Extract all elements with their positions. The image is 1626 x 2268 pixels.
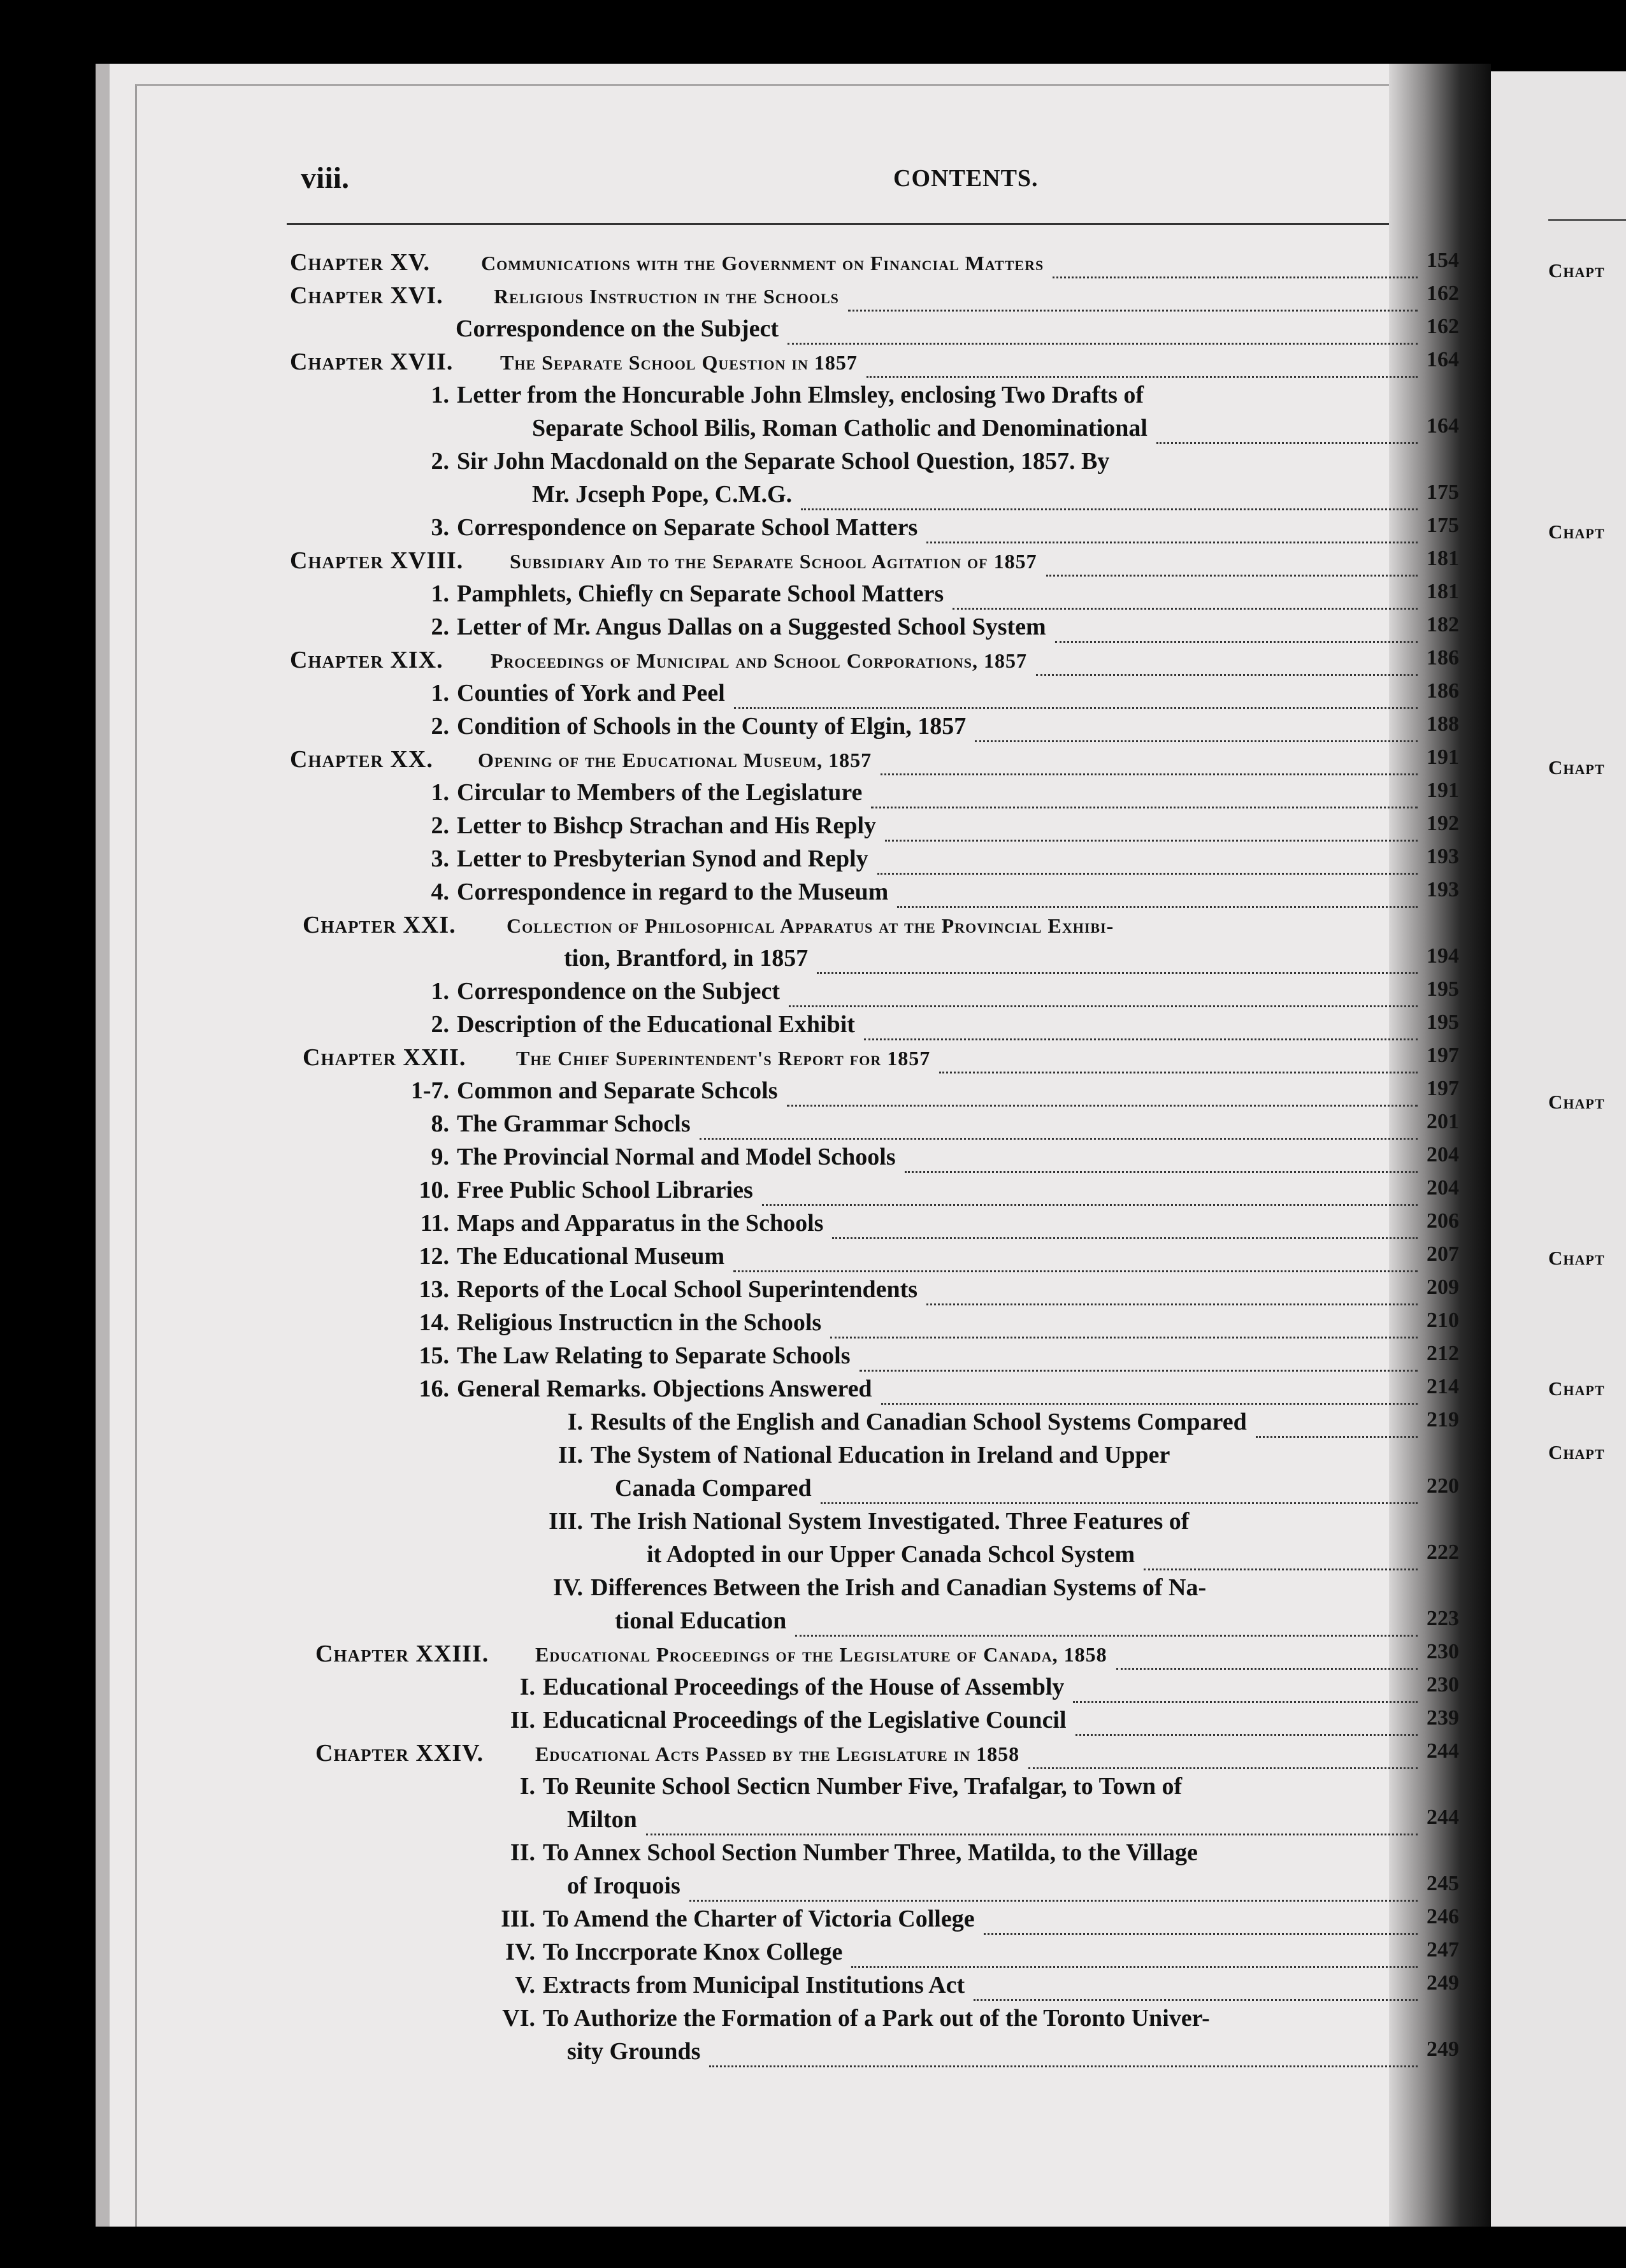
page-number: 244 <box>1427 1805 1459 1829</box>
chapter-number: Chapter XXIII. <box>315 1640 489 1667</box>
entry-number: 3. <box>431 845 449 872</box>
page-number: 212 <box>1427 1342 1459 1365</box>
page-number: 239 <box>1427 1706 1459 1730</box>
dot-leader <box>734 679 1418 709</box>
toc-entry-row <box>290 1706 1459 1739</box>
entry-title: Letter of Mr. Angus Dallas on a Suggested School System <box>457 614 1046 640</box>
toc-entry-row <box>290 2004 1459 2037</box>
page-number: 230 <box>1427 1673 1459 1697</box>
chapter-number: Chapter XXIV. <box>315 1740 484 1767</box>
chapter-number: Chapter XVI. <box>290 282 443 309</box>
chapter-title: Collection of Philosophical Apparatus at the Provincial Exhibi- <box>507 914 1114 937</box>
dot-leader <box>817 944 1418 974</box>
entry-title: To Inccrporate Knox College <box>543 1939 843 1965</box>
toc-entry-row <box>290 1673 1459 1706</box>
page-number: 191 <box>1427 779 1459 802</box>
page-title: CONTENTS. <box>893 165 1039 192</box>
entry-title: it Adopted in our Upper Canada Schcol System <box>647 1541 1135 1568</box>
dot-leader <box>689 1872 1418 1902</box>
toc-entry-row <box>290 1209 1459 1242</box>
toc-chapter-row <box>290 911 1459 944</box>
entry-number: 1. <box>431 680 449 707</box>
entry-title: Milton <box>567 1806 637 1833</box>
facing-page-rule <box>1548 219 1626 221</box>
page-number: 206 <box>1427 1209 1459 1233</box>
entry-title: Canada Compared <box>615 1475 812 1502</box>
toc-entry-row <box>290 712 1459 745</box>
toc-entry-row <box>290 1839 1459 1872</box>
dot-leader <box>974 1971 1418 2001</box>
entry-title: Religious Instructicn in the Schools <box>457 1309 822 1336</box>
entry-title: The Law Relating to Separate Schools <box>457 1342 851 1369</box>
entry-title: sity Grounds <box>567 2038 701 2065</box>
entry-number: 11. <box>420 1210 449 1237</box>
entry-number: IV. <box>553 1574 583 1601</box>
entry-title: Correspondence on the Subject <box>457 978 781 1005</box>
entry-number: 2. <box>431 614 449 640</box>
page-number: 245 <box>1427 1872 1459 1895</box>
page-folio: viii. <box>301 161 350 195</box>
facing-page-label: Chapt <box>1548 1441 1605 1463</box>
chapter-title: Communications with the Government on Financial Matters <box>481 252 1044 275</box>
entry-number: 1. <box>431 382 449 408</box>
page-number: 247 <box>1427 1938 1459 1962</box>
facing-page-label: Chapt <box>1548 756 1605 779</box>
chapter-title: The Chief Superintendent's Report for 1857 <box>516 1047 931 1070</box>
dot-leader <box>871 779 1418 808</box>
entry-title: Correspondence in regard to the Museum <box>457 879 889 905</box>
entry-title: The System of National Education in Ireland and Upper <box>591 1442 1170 1468</box>
entry-number: 4. <box>431 879 449 905</box>
dot-leader <box>1156 414 1418 444</box>
toc-entry-row <box>290 1905 1459 1938</box>
entry-title: tion, Brantford, in 1857 <box>564 945 809 972</box>
page-number: 181 <box>1427 580 1459 603</box>
entry-title: Letter to Presbyterian Synod and Reply <box>457 845 868 872</box>
dot-leader <box>905 1143 1418 1173</box>
page-number: 214 <box>1427 1375 1459 1398</box>
dot-leader <box>795 1607 1418 1637</box>
toc-entry-row <box>290 1540 1459 1574</box>
entry-title: The Educational Museum <box>457 1243 725 1270</box>
entry-title: Circular to Members of the Legislature <box>457 779 863 806</box>
dot-leader <box>789 977 1418 1007</box>
entry-number: 12. <box>419 1243 449 1270</box>
toc-chapter-row <box>290 1640 1459 1673</box>
toc-entry-row <box>290 1342 1459 1375</box>
toc-entry-row <box>290 1309 1459 1342</box>
entry-title: Differences Between the Irish and Canadian Systems of Na- <box>591 1574 1207 1601</box>
entry-title: Common and Separate Schcols <box>457 1077 778 1104</box>
toc-entry-row <box>290 381 1459 414</box>
entry-number: V. <box>514 1972 535 1999</box>
facing-page-label: Chapt <box>1548 1377 1605 1400</box>
dot-leader <box>832 1209 1418 1239</box>
toc-entry-row <box>290 1441 1459 1474</box>
dot-leader <box>787 1077 1418 1107</box>
page-number: 201 <box>1427 1110 1459 1133</box>
toc-entry-row <box>290 1408 1459 1441</box>
toc-entry-row <box>290 1275 1459 1309</box>
entry-number: I. <box>519 1674 535 1700</box>
toc-chapter-row <box>290 1044 1459 1077</box>
chapter-title: Educational Acts Passed by the Legislature in 1858 <box>535 1742 1020 1765</box>
page-number: 193 <box>1427 878 1459 901</box>
toc-chapter-row <box>290 282 1459 315</box>
toc-entry-row <box>290 1242 1459 1275</box>
toc-entry-row <box>290 513 1459 547</box>
toc-entry-row <box>290 1872 1459 1905</box>
chapter-number: Chapter XV. <box>290 249 430 276</box>
facing-page-label: Chapt <box>1548 1091 1605 1113</box>
entry-title: Description of the Educational Exhibit <box>457 1011 855 1038</box>
dot-leader <box>1116 1640 1418 1670</box>
toc-entry-row <box>290 1938 1459 1971</box>
dot-leader <box>1256 1408 1418 1438</box>
dot-leader <box>646 1805 1418 1835</box>
dot-leader <box>700 1110 1418 1140</box>
page-number: 192 <box>1427 812 1459 835</box>
header-rule <box>287 223 1434 225</box>
page-number: 195 <box>1427 1010 1459 1034</box>
page-number: 186 <box>1427 679 1459 703</box>
dot-leader <box>851 1938 1418 1968</box>
toc-entry-row <box>290 977 1459 1010</box>
dot-leader <box>1036 646 1418 676</box>
entry-number: 2. <box>431 713 449 740</box>
entry-number: 1. <box>431 978 449 1005</box>
page-number: 175 <box>1427 480 1459 504</box>
dot-leader <box>926 513 1418 543</box>
page-number: 194 <box>1427 944 1459 968</box>
entry-number: IV. <box>505 1939 535 1965</box>
entry-number: II. <box>510 1707 535 1733</box>
toc-entry-row <box>290 845 1459 878</box>
entry-title: Correspondence on the Subject <box>456 315 779 342</box>
toc-chapter-row <box>290 248 1459 282</box>
entry-title: General Remarks. Objections Answered <box>457 1375 872 1402</box>
dot-leader <box>881 745 1418 775</box>
entry-title: Condition of Schools in the County of Elgin, 1857 <box>457 713 967 740</box>
entry-title: Correspondence on Separate School Matters <box>457 514 918 541</box>
entry-title: Mr. Jcseph Pope, C.M.G. <box>532 481 793 508</box>
toc-entry-row <box>290 1077 1459 1110</box>
page-header <box>205 161 1448 199</box>
dot-leader <box>867 348 1418 378</box>
page-number: 191 <box>1427 745 1459 769</box>
page-number: 204 <box>1427 1176 1459 1200</box>
entry-number: 1. <box>431 779 449 806</box>
entry-number: 10. <box>419 1177 449 1203</box>
page-number: 209 <box>1427 1275 1459 1299</box>
entry-title: Educaticnal Proceedings of the Legislative Council <box>543 1707 1067 1733</box>
entry-number: 1-7. <box>410 1077 449 1104</box>
entry-number: II. <box>558 1442 583 1468</box>
toc-chapter-row <box>290 1739 1459 1772</box>
entry-number: III. <box>501 1906 535 1932</box>
chapter-title: Educational Proceedings of the Legislature of Canada, 1858 <box>535 1643 1107 1666</box>
chapter-number: Chapter XIX. <box>290 647 443 673</box>
entry-number: 9. <box>431 1144 449 1170</box>
chapter-number: Chapter XVII. <box>290 348 454 375</box>
chapter-title: Religious Instruction in the Schools <box>494 285 839 308</box>
toc-entry-row <box>290 1607 1459 1640</box>
page-number: 197 <box>1427 1077 1459 1100</box>
dot-leader <box>1076 1706 1418 1736</box>
page-number: 210 <box>1427 1309 1459 1332</box>
toc-entry-row <box>290 1110 1459 1143</box>
entry-title: The Provincial Normal and Model Schools <box>457 1144 896 1170</box>
toc-entry-row <box>290 1772 1459 1805</box>
entry-title: To Reunite School Secticn Number Five, Trafalgar, to Town of <box>543 1773 1183 1800</box>
toc-entry-row <box>290 679 1459 712</box>
entry-number: 13. <box>419 1276 449 1303</box>
entry-title: Free Public School Libraries <box>457 1177 753 1203</box>
entry-title: The Grammar Schocls <box>457 1110 691 1137</box>
page-number: 188 <box>1427 712 1459 736</box>
chapter-title: Subsidiary Aid to the Separate School Agitation of 1857 <box>510 550 1037 573</box>
toc-entry-row <box>290 1507 1459 1540</box>
dot-leader <box>801 480 1418 510</box>
toc-entry-row <box>290 580 1459 613</box>
page-number: 197 <box>1427 1044 1459 1067</box>
entry-title: Counties of York and Peel <box>457 680 725 707</box>
entry-number: 2. <box>431 1011 449 1038</box>
dot-leader <box>864 1010 1418 1040</box>
dot-leader <box>1055 613 1418 643</box>
toc-entry-row <box>290 779 1459 812</box>
entry-title: To Annex School Section Number Three, Matilda, to the Village <box>543 1839 1198 1866</box>
entry-number: 2. <box>431 448 449 475</box>
page-number: 246 <box>1427 1905 1459 1928</box>
entry-title: To Amend the Charter of Victoria College <box>543 1906 975 1932</box>
page-number: 223 <box>1427 1607 1459 1630</box>
toc-entry-row <box>290 1474 1459 1507</box>
page-number: 207 <box>1427 1242 1459 1266</box>
toc-entry-row <box>290 447 1459 480</box>
page-number: 181 <box>1427 547 1459 570</box>
page-number: 249 <box>1427 2037 1459 2061</box>
toc-chapter-row <box>290 646 1459 679</box>
chapter-title: The Separate School Question in 1857 <box>500 351 858 374</box>
toc-entry-row <box>290 414 1459 447</box>
entry-title: Reports of the Local School Superintendents <box>457 1276 918 1303</box>
chapter-number: Chapter XVIII. <box>290 547 464 574</box>
toc-entry-row <box>290 1176 1459 1209</box>
page-number: 154 <box>1427 248 1459 272</box>
entry-title: of Iroquois <box>567 1872 680 1899</box>
chapter-number: Chapter XX. <box>290 746 433 773</box>
entry-number: I. <box>567 1409 583 1435</box>
dot-leader <box>885 812 1418 842</box>
entry-number: III. <box>549 1508 583 1535</box>
toc-entry-row <box>290 1143 1459 1176</box>
dot-leader <box>709 2037 1418 2067</box>
toc-entry-row <box>290 2037 1459 2071</box>
page-number: 230 <box>1427 1640 1459 1663</box>
entry-number: 14. <box>419 1309 449 1336</box>
dot-leader <box>1144 1540 1418 1570</box>
entry-title: Separate School Bilis, Roman Catholic and Denominational <box>532 415 1148 441</box>
toc-chapter-row <box>290 348 1459 381</box>
toc-chapter-row <box>290 745 1459 779</box>
entry-title: Educational Proceedings of the House of Assembly <box>543 1674 1065 1700</box>
dot-leader <box>1053 248 1418 278</box>
entry-title: Maps and Apparatus in the Schools <box>457 1210 824 1237</box>
dot-leader <box>1073 1673 1418 1703</box>
toc-entry-row <box>290 878 1459 911</box>
entry-title: Letter from the Honcurable John Elmsley, enclosing Two Drafts of <box>457 382 1144 408</box>
dot-leader <box>939 1044 1418 1073</box>
entry-title: Extracts from Municipal Institutions Act <box>543 1972 965 1999</box>
entry-title: Letter to Bishcp Strachan and His Reply <box>457 812 877 839</box>
entry-title: To Authorize the Formation of a Park out of the Toronto Univer- <box>543 2005 1210 2032</box>
page-number: 164 <box>1427 414 1459 438</box>
entry-number: II. <box>510 1839 535 1866</box>
toc-chapter-row <box>290 547 1459 580</box>
page-number: 175 <box>1427 513 1459 537</box>
page-number: 164 <box>1427 348 1459 371</box>
page-number: 219 <box>1427 1408 1459 1432</box>
page-number: 193 <box>1427 845 1459 868</box>
entry-number: 3. <box>431 514 449 541</box>
entry-number: VI. <box>502 2005 535 2032</box>
toc-entry-row <box>290 1375 1459 1408</box>
dot-leader <box>975 712 1418 742</box>
toc-entry-row <box>290 1805 1459 1839</box>
facing-page-label: Chapt <box>1548 1247 1605 1269</box>
dot-leader <box>830 1309 1418 1339</box>
toc-entry-row <box>290 613 1459 646</box>
entry-title: The Irish National System Investigated. Three Features of <box>591 1508 1190 1535</box>
entry-number: 15. <box>419 1342 449 1369</box>
chapter-number: Chapter XXI. <box>303 912 456 938</box>
toc-entry-row <box>290 1971 1459 2004</box>
facing-page-edge <box>1491 71 1626 2227</box>
dot-leader <box>1046 547 1418 577</box>
entry-number: 1. <box>431 580 449 607</box>
table-of-contents <box>290 248 1459 2071</box>
dot-leader <box>926 1275 1418 1305</box>
toc-entry-row <box>290 315 1459 348</box>
toc-entry-row <box>290 1574 1459 1607</box>
entry-number: 8. <box>431 1110 449 1137</box>
entry-number: I. <box>519 1773 535 1800</box>
facing-page-label: Chapt <box>1548 520 1605 543</box>
entry-title: tional Education <box>615 1607 787 1634</box>
page-number: 249 <box>1427 1971 1459 1995</box>
entry-title: Pamphlets, Chiefly cn Separate School Matters <box>457 580 944 607</box>
entry-number: 2. <box>431 812 449 839</box>
dot-leader <box>877 845 1418 875</box>
dot-leader <box>897 878 1418 908</box>
dot-leader <box>733 1242 1418 1272</box>
page-number: 162 <box>1427 315 1459 338</box>
chapter-title: Opening of the Educational Museum, 1857 <box>478 749 872 772</box>
toc-entry-row <box>290 1010 1459 1044</box>
dot-leader <box>881 1375 1418 1405</box>
entry-title: Results of the English and Canadian School Systems Compared <box>591 1409 1247 1435</box>
page-number: 204 <box>1427 1143 1459 1166</box>
dot-leader <box>848 282 1418 312</box>
dot-leader <box>762 1176 1418 1206</box>
entry-title: Sir John Macdonald on the Separate School Question, 1857. By <box>457 448 1110 475</box>
page-number: 220 <box>1427 1474 1459 1498</box>
page-number: 182 <box>1427 613 1459 636</box>
page-number: 244 <box>1427 1739 1459 1763</box>
dot-leader <box>953 580 1418 610</box>
chapter-title: Proceedings of Municipal and School Corporations, 1857 <box>491 649 1028 672</box>
dot-leader <box>860 1342 1418 1372</box>
dot-leader <box>821 1474 1418 1504</box>
page-number: 195 <box>1427 977 1459 1001</box>
toc-entry-row <box>290 812 1459 845</box>
entry-number: 16. <box>419 1375 449 1402</box>
dot-leader <box>788 315 1418 345</box>
chapter-number: Chapter XXII. <box>303 1044 466 1071</box>
page-number: 186 <box>1427 646 1459 670</box>
dot-leader <box>984 1905 1418 1935</box>
toc-entry-row <box>290 480 1459 513</box>
page-number: 162 <box>1427 282 1459 305</box>
facing-page-label: Chapt <box>1548 259 1605 282</box>
dot-leader <box>1028 1739 1418 1769</box>
page-number: 222 <box>1427 1540 1459 1564</box>
toc-entry-row <box>290 944 1459 977</box>
